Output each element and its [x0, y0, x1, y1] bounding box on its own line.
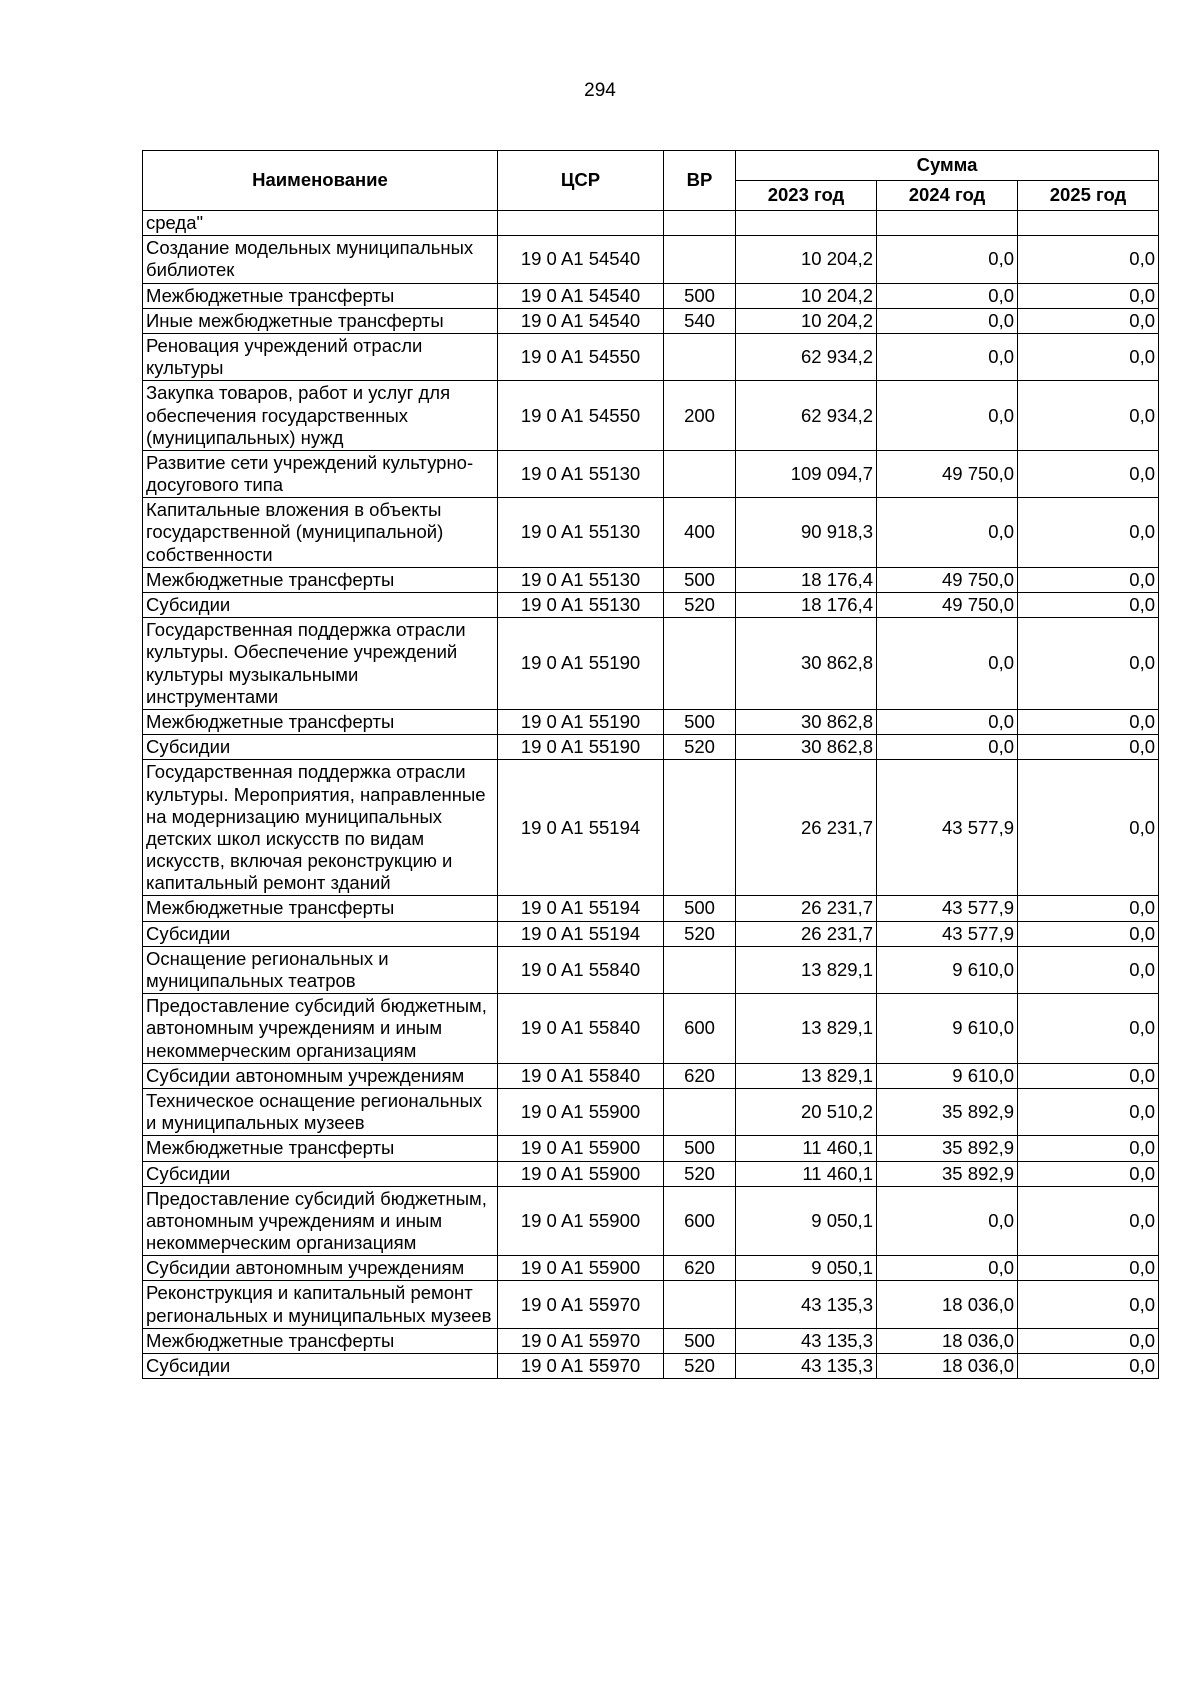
row-amount-2025: 0,0	[1018, 618, 1159, 710]
row-amount-2024: 35 892,9	[877, 1088, 1018, 1135]
row-amount-2025: 0,0	[1018, 283, 1159, 308]
row-vr: 600	[664, 1186, 736, 1256]
row-csr: 19 0 A1 55840	[498, 946, 664, 993]
row-amount-2024: 0,0	[877, 1186, 1018, 1256]
row-amount-2025: 0,0	[1018, 1088, 1159, 1135]
table-header	[143, 151, 1159, 211]
header-csr: ЦСР	[498, 151, 664, 211]
row-amount-2023: 26 231,7	[736, 896, 877, 921]
row-name: Государственная поддержка отрасли культуры. Обеспечение учреждений культуры музыкальными инструментами	[143, 618, 498, 710]
row-amount-2023: 13 829,1	[736, 994, 877, 1064]
row-amount-2025: 0,0	[1018, 1354, 1159, 1379]
row-amount-2025: 0,0	[1018, 760, 1159, 896]
row-amount-2025: 0,0	[1018, 1136, 1159, 1161]
row-amount-2023: 90 918,3	[736, 498, 877, 568]
header-sum: Сумма	[736, 151, 1159, 181]
row-amount-2023: 13 829,1	[736, 946, 877, 993]
row-amount-2024: 0,0	[877, 735, 1018, 760]
row-amount-2024: 49 750,0	[877, 450, 1018, 497]
row-amount-2024: 0,0	[877, 709, 1018, 734]
table-row	[143, 593, 1159, 618]
row-vr	[664, 211, 736, 236]
row-amount-2025: 0,0	[1018, 994, 1159, 1064]
row-amount-2024: 18 036,0	[877, 1328, 1018, 1353]
row-vr: 500	[664, 283, 736, 308]
row-vr: 520	[664, 921, 736, 946]
row-name: Субсидии	[143, 1354, 498, 1379]
table-row	[143, 1063, 1159, 1088]
row-amount-2025	[1018, 211, 1159, 236]
row-amount-2024: 9 610,0	[877, 994, 1018, 1064]
row-amount-2025: 0,0	[1018, 333, 1159, 380]
row-amount-2023: 62 934,2	[736, 333, 877, 380]
header-vr: ВР	[664, 151, 736, 211]
table-row	[143, 994, 1159, 1064]
row-csr: 19 0 A1 55840	[498, 994, 664, 1064]
row-vr: 600	[664, 994, 736, 1064]
row-amount-2023: 43 135,3	[736, 1328, 877, 1353]
row-amount-2024: 18 036,0	[877, 1281, 1018, 1328]
row-amount-2024: 0,0	[877, 618, 1018, 710]
row-name: Межбюджетные трансферты	[143, 709, 498, 734]
row-name: Субсидии	[143, 735, 498, 760]
row-amount-2025: 0,0	[1018, 946, 1159, 993]
row-csr: 19 0 A1 55190	[498, 618, 664, 710]
row-csr: 19 0 A1 55194	[498, 921, 664, 946]
table-row	[143, 1256, 1159, 1281]
row-amount-2023: 30 862,8	[736, 735, 877, 760]
row-amount-2024	[877, 211, 1018, 236]
row-name: Капитальные вложения в объекты государственной (муниципальной) собственности	[143, 498, 498, 568]
row-amount-2025: 0,0	[1018, 450, 1159, 497]
table-row	[143, 735, 1159, 760]
row-amount-2024: 0,0	[877, 381, 1018, 451]
row-vr: 520	[664, 735, 736, 760]
row-vr: 500	[664, 896, 736, 921]
row-amount-2024: 18 036,0	[877, 1354, 1018, 1379]
table-row	[143, 283, 1159, 308]
row-csr: 19 0 A1 55190	[498, 709, 664, 734]
row-vr	[664, 618, 736, 710]
row-name: Иные межбюджетные трансферты	[143, 308, 498, 333]
row-amount-2025: 0,0	[1018, 308, 1159, 333]
row-vr: 620	[664, 1063, 736, 1088]
row-amount-2024: 9 610,0	[877, 946, 1018, 993]
row-amount-2025: 0,0	[1018, 1161, 1159, 1186]
row-vr: 540	[664, 308, 736, 333]
row-vr: 500	[664, 709, 736, 734]
table-row	[143, 946, 1159, 993]
row-amount-2023: 11 460,1	[736, 1136, 877, 1161]
row-name: Техническое оснащение региональных и муниципальных музеев	[143, 1088, 498, 1135]
row-amount-2025: 0,0	[1018, 567, 1159, 592]
row-amount-2023: 10 204,2	[736, 236, 877, 283]
row-amount-2023: 109 094,7	[736, 450, 877, 497]
header-year-2023: 2023 год	[736, 181, 877, 211]
row-vr: 620	[664, 1256, 736, 1281]
row-name: Межбюджетные трансферты	[143, 283, 498, 308]
row-amount-2023: 26 231,7	[736, 760, 877, 896]
row-vr	[664, 236, 736, 283]
row-amount-2023: 62 934,2	[736, 381, 877, 451]
row-amount-2024: 0,0	[877, 333, 1018, 380]
table-row	[143, 498, 1159, 568]
header-name: Наименование	[143, 151, 498, 211]
row-amount-2023: 18 176,4	[736, 593, 877, 618]
row-csr: 19 0 A1 55130	[498, 450, 664, 497]
header-year-2024: 2024 год	[877, 181, 1018, 211]
table-row	[143, 333, 1159, 380]
table-row	[143, 921, 1159, 946]
row-csr: 19 0 A1 55970	[498, 1354, 664, 1379]
row-amount-2024: 35 892,9	[877, 1161, 1018, 1186]
row-amount-2024: 43 577,9	[877, 921, 1018, 946]
row-amount-2023: 30 862,8	[736, 709, 877, 734]
row-amount-2025: 0,0	[1018, 1328, 1159, 1353]
row-csr: 19 0 A1 54540	[498, 308, 664, 333]
row-amount-2023: 18 176,4	[736, 567, 877, 592]
row-amount-2025: 0,0	[1018, 381, 1159, 451]
table-row	[143, 896, 1159, 921]
row-csr: 19 0 A1 55900	[498, 1256, 664, 1281]
row-vr: 500	[664, 567, 736, 592]
row-amount-2025: 0,0	[1018, 1186, 1159, 1256]
row-name: Закупка товаров, работ и услуг для обеспечения государственных (муниципальных) нужд	[143, 381, 498, 451]
row-amount-2023	[736, 211, 877, 236]
row-amount-2025: 0,0	[1018, 1063, 1159, 1088]
table-row	[143, 567, 1159, 592]
row-name: Субсидии автономным учреждениям	[143, 1063, 498, 1088]
row-amount-2023: 13 829,1	[736, 1063, 877, 1088]
row-vr: 200	[664, 381, 736, 451]
row-name: Государственная поддержка отрасли культуры. Мероприятия, направленные на модернизацию муниципальных детских школ искусств по видам искусств, включая реконструкцию и капитальный ремонт зданий	[143, 760, 498, 896]
row-amount-2023: 9 050,1	[736, 1186, 877, 1256]
table-row	[143, 1136, 1159, 1161]
row-amount-2024: 43 577,9	[877, 896, 1018, 921]
table-row	[143, 308, 1159, 333]
row-amount-2024: 49 750,0	[877, 593, 1018, 618]
row-csr: 19 0 A1 55900	[498, 1161, 664, 1186]
table-row	[143, 760, 1159, 896]
table-row	[143, 1281, 1159, 1328]
row-name: Межбюджетные трансферты	[143, 1136, 498, 1161]
row-amount-2024: 9 610,0	[877, 1063, 1018, 1088]
row-csr	[498, 211, 664, 236]
row-vr	[664, 760, 736, 896]
row-amount-2024: 0,0	[877, 236, 1018, 283]
table-body	[143, 211, 1159, 1379]
row-amount-2025: 0,0	[1018, 236, 1159, 283]
table-row	[143, 1161, 1159, 1186]
row-csr: 19 0 A1 55130	[498, 498, 664, 568]
row-vr	[664, 1281, 736, 1328]
row-amount-2025: 0,0	[1018, 593, 1159, 618]
row-name: Реновация учреждений отрасли культуры	[143, 333, 498, 380]
row-csr: 19 0 A1 55130	[498, 567, 664, 592]
row-name: Предоставление субсидий бюджетным, автономным учреждениям и иным некоммерческим организациям	[143, 1186, 498, 1256]
row-amount-2023: 43 135,3	[736, 1281, 877, 1328]
row-csr: 19 0 A1 55970	[498, 1328, 664, 1353]
row-csr: 19 0 A1 55900	[498, 1088, 664, 1135]
row-amount-2024: 0,0	[877, 1256, 1018, 1281]
row-amount-2023: 10 204,2	[736, 283, 877, 308]
row-csr: 19 0 A1 54540	[498, 236, 664, 283]
row-name: Развитие сети учреждений культурно-досугового типа	[143, 450, 498, 497]
table-row	[143, 381, 1159, 451]
row-name: Реконструкция и капитальный ремонт региональных и муниципальных музеев	[143, 1281, 498, 1328]
row-amount-2025: 0,0	[1018, 921, 1159, 946]
row-name: Предоставление субсидий бюджетным, автономным учреждениям и иным некоммерческим организациям	[143, 994, 498, 1064]
row-amount-2023: 30 862,8	[736, 618, 877, 710]
row-csr: 19 0 A1 54540	[498, 283, 664, 308]
table-row	[143, 1354, 1159, 1379]
table-row	[143, 1186, 1159, 1256]
row-name: Субсидии	[143, 921, 498, 946]
row-csr: 19 0 A1 55194	[498, 760, 664, 896]
row-csr: 19 0 A1 55900	[498, 1136, 664, 1161]
row-name: Субсидии автономным учреждениям	[143, 1256, 498, 1281]
row-name: Межбюджетные трансферты	[143, 896, 498, 921]
row-vr: 520	[664, 1354, 736, 1379]
row-vr: 520	[664, 1161, 736, 1186]
row-csr: 19 0 A1 55840	[498, 1063, 664, 1088]
row-amount-2024: 43 577,9	[877, 760, 1018, 896]
row-csr: 19 0 A1 55190	[498, 735, 664, 760]
row-amount-2024: 49 750,0	[877, 567, 1018, 592]
row-amount-2025: 0,0	[1018, 1256, 1159, 1281]
row-name: среда"	[143, 211, 498, 236]
table-row	[143, 709, 1159, 734]
row-amount-2023: 43 135,3	[736, 1354, 877, 1379]
row-amount-2023: 11 460,1	[736, 1161, 877, 1186]
table-row	[143, 450, 1159, 497]
row-amount-2023: 20 510,2	[736, 1088, 877, 1135]
row-name: Создание модельных муниципальных библиотек	[143, 236, 498, 283]
row-vr: 500	[664, 1136, 736, 1161]
row-amount-2023: 26 231,7	[736, 921, 877, 946]
row-csr: 19 0 A1 55970	[498, 1281, 664, 1328]
row-amount-2023: 10 204,2	[736, 308, 877, 333]
row-amount-2024: 0,0	[877, 308, 1018, 333]
page-number: 294	[584, 80, 616, 101]
row-amount-2025: 0,0	[1018, 735, 1159, 760]
budget-table	[142, 150, 1159, 1379]
row-vr: 520	[664, 593, 736, 618]
row-amount-2024: 0,0	[877, 283, 1018, 308]
row-csr: 19 0 A1 54550	[498, 381, 664, 451]
row-amount-2023: 9 050,1	[736, 1256, 877, 1281]
row-vr: 500	[664, 1328, 736, 1353]
table-row	[143, 618, 1159, 710]
row-amount-2025: 0,0	[1018, 498, 1159, 568]
row-amount-2025: 0,0	[1018, 709, 1159, 734]
row-name: Межбюджетные трансферты	[143, 1328, 498, 1353]
row-csr: 19 0 A1 54550	[498, 333, 664, 380]
row-vr	[664, 946, 736, 993]
row-csr: 19 0 A1 55130	[498, 593, 664, 618]
row-vr: 400	[664, 498, 736, 568]
row-vr	[664, 450, 736, 497]
table-row	[143, 1328, 1159, 1353]
table-row	[143, 211, 1159, 236]
row-amount-2024: 35 892,9	[877, 1136, 1018, 1161]
row-csr: 19 0 A1 55900	[498, 1186, 664, 1256]
row-vr	[664, 333, 736, 380]
row-name: Субсидии	[143, 1161, 498, 1186]
row-amount-2025: 0,0	[1018, 896, 1159, 921]
header-year-2025: 2025 год	[1018, 181, 1159, 211]
row-vr	[664, 1088, 736, 1135]
row-amount-2024: 0,0	[877, 498, 1018, 568]
row-name: Межбюджетные трансферты	[143, 567, 498, 592]
table-row	[143, 1088, 1159, 1135]
row-csr: 19 0 A1 55194	[498, 896, 664, 921]
table-row	[143, 236, 1159, 283]
row-amount-2025: 0,0	[1018, 1281, 1159, 1328]
row-name: Субсидии	[143, 593, 498, 618]
row-name: Оснащение региональных и муниципальных театров	[143, 946, 498, 993]
